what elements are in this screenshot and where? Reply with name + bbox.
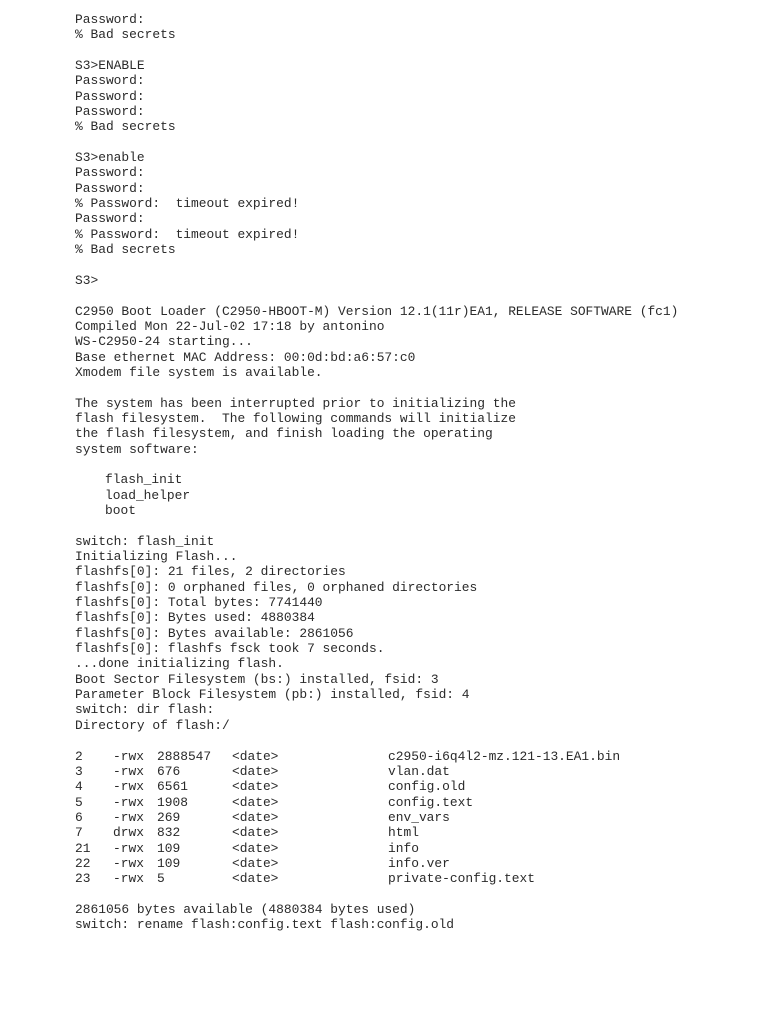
file-date: <date>: [232, 855, 279, 871]
file-permissions: -rwx: [113, 763, 144, 779]
terminal-line: % Bad secrets: [75, 27, 176, 43]
file-size: 6561: [157, 779, 188, 795]
terminal-line: Password:: [75, 180, 145, 196]
file-date: <date>: [232, 794, 279, 810]
blank-line: [75, 258, 755, 273]
directory-row: [75, 856, 755, 871]
terminal-line: flashfs[0]: Total bytes: 7741440: [75, 595, 323, 611]
terminal-line: % Password: timeout expired!: [75, 226, 300, 242]
file-permissions: -rwx: [113, 794, 144, 810]
file-date: <date>: [232, 763, 279, 779]
blank-line: [75, 518, 755, 533]
terminal-line: flashfs[0]: Bytes used: 4880384: [75, 610, 315, 626]
terminal-line: % Bad secrets: [75, 242, 176, 258]
directory-row: [75, 825, 755, 840]
terminal-line: Compiled Mon 22-Jul-02 17:18 by antonino: [75, 318, 385, 334]
file-permissions: -rwx: [113, 855, 144, 871]
file-index: 5: [75, 794, 83, 810]
terminal-line: Boot Sector Filesystem (bs:) installed, fsid: 3: [75, 671, 439, 687]
terminal-line: % Password: timeout expired!: [75, 196, 300, 212]
file-permissions: -rwx: [113, 779, 144, 795]
file-size: 1908: [157, 794, 188, 810]
terminal-line: flashfs[0]: Bytes available: 2861056: [75, 625, 354, 641]
file-date: <date>: [232, 871, 279, 887]
file-size: 676: [157, 763, 181, 779]
directory-row: [75, 795, 755, 810]
file-date: <date>: [232, 825, 279, 841]
file-index: 22: [75, 855, 91, 871]
file-name: html: [388, 825, 419, 841]
terminal-line: flashfs[0]: 0 orphaned files, 0 orphaned directories: [75, 579, 478, 595]
directory-row: [75, 810, 755, 825]
directory-row: [75, 841, 755, 856]
file-date: <date>: [232, 779, 279, 795]
terminal-line: WS-C2950-24 starting...: [75, 334, 253, 350]
terminal-line: switch: rename flash:config.text flash:config.old: [75, 917, 455, 933]
blank-line: [75, 887, 755, 902]
file-name: config.old: [388, 779, 466, 795]
terminal-line: load_helper: [105, 487, 191, 503]
file-permissions: -rwx: [113, 871, 144, 887]
terminal-line: Password:: [75, 165, 145, 181]
terminal-output[interactable]: [75, 12, 755, 933]
terminal-line: flash_init: [105, 472, 183, 488]
blank-line: [75, 135, 755, 150]
terminal-line: S3>: [75, 272, 99, 288]
file-size: 269: [157, 809, 181, 825]
file-name: vlan.dat: [388, 763, 450, 779]
file-index: 2: [75, 748, 83, 764]
file-name: c2950-i6q4l2-mz.121-13.EA1.bin: [388, 748, 621, 764]
terminal-line: 2861056 bytes available (4880384 bytes used): [75, 901, 416, 917]
blank-line: [75, 43, 755, 58]
terminal-line: S3>ENABLE: [75, 58, 145, 74]
file-date: <date>: [232, 748, 279, 764]
blank-line: [75, 380, 755, 395]
file-name: info: [388, 840, 419, 856]
file-permissions: drwx: [113, 825, 144, 841]
terminal-line: Parameter Block Filesystem (pb:) installed, fsid: 4: [75, 687, 470, 703]
terminal-line: Base ethernet MAC Address: 00:0d:bd:a6:57:c0: [75, 349, 416, 365]
terminal-line: The system has been interrupted prior to initializing the: [75, 395, 516, 411]
blank-line: [75, 457, 755, 472]
file-name: config.text: [388, 794, 474, 810]
terminal-line: Directory of flash:/: [75, 717, 230, 733]
file-size: 2888547: [157, 748, 212, 764]
file-index: 3: [75, 763, 83, 779]
terminal-line: system software:: [75, 441, 199, 457]
file-name: private-config.text: [388, 871, 535, 887]
blank-line: [75, 288, 755, 303]
file-permissions: -rwx: [113, 840, 144, 856]
terminal-line: switch: dir flash:: [75, 702, 215, 718]
terminal-line: switch: flash_init: [75, 533, 215, 549]
file-size: 832: [157, 825, 181, 841]
file-index: 23: [75, 871, 91, 887]
file-size: 109: [157, 840, 181, 856]
terminal-line: Password:: [75, 88, 145, 104]
file-index: 7: [75, 825, 83, 841]
terminal-line: flashfs[0]: 21 files, 2 directories: [75, 564, 346, 580]
directory-row: [75, 764, 755, 779]
terminal-line: flash filesystem. The following commands will initialize: [75, 410, 516, 426]
terminal-line: % Bad secrets: [75, 119, 176, 135]
terminal-line: Xmodem file system is available.: [75, 364, 323, 380]
file-permissions: -rwx: [113, 748, 144, 764]
terminal-line: Password:: [75, 211, 145, 227]
file-permissions: -rwx: [113, 809, 144, 825]
terminal-line: Password:: [75, 104, 145, 120]
directory-row: [75, 871, 755, 886]
file-size: 109: [157, 855, 181, 871]
file-index: 4: [75, 779, 83, 795]
terminal-line: Initializing Flash...: [75, 549, 238, 565]
file-name: info.ver: [388, 855, 450, 871]
file-index: 6: [75, 809, 83, 825]
terminal-line: boot: [105, 503, 136, 518]
file-date: <date>: [232, 809, 279, 825]
terminal-line: C2950 Boot Loader (C2950-HBOOT-M) Version 12.1(11r)EA1, RELEASE SOFTWARE (fc1): [75, 303, 679, 319]
terminal-line: flashfs[0]: flashfs fsck took 7 seconds.: [75, 641, 385, 657]
terminal-line: Password:: [75, 73, 145, 89]
terminal-line: the flash filesystem, and finish loading the operating: [75, 426, 493, 442]
terminal-line: ...done initializing flash.: [75, 656, 284, 672]
file-name: env_vars: [388, 809, 450, 825]
directory-row: [75, 749, 755, 764]
directory-row: [75, 779, 755, 794]
terminal-line: Password:: [75, 12, 145, 27]
terminal-line: S3>enable: [75, 150, 145, 166]
blank-line: [75, 733, 755, 748]
file-date: <date>: [232, 840, 279, 856]
file-size: 5: [157, 871, 165, 887]
file-index: 21: [75, 840, 91, 856]
